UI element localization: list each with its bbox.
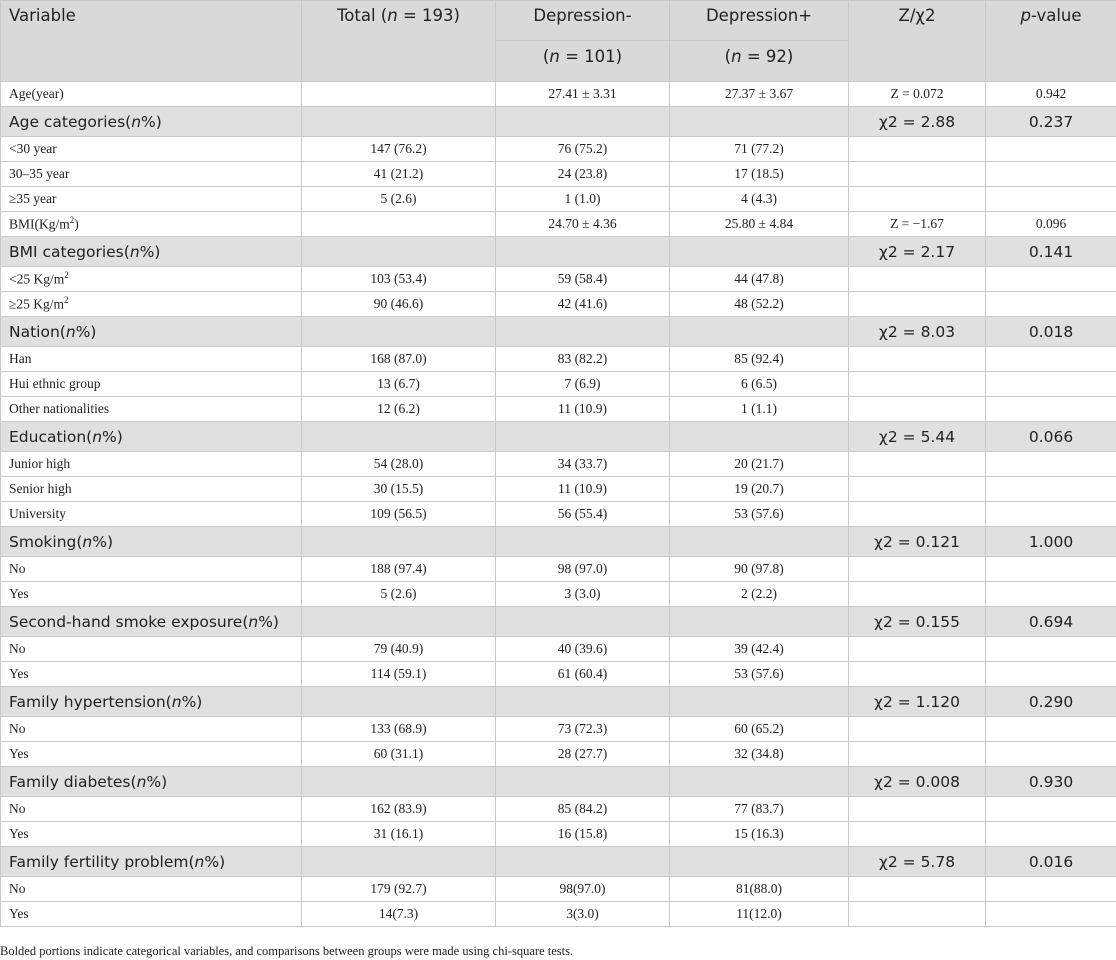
row-label: <25 $Kg/m^2$ (1, 267, 302, 292)
table-row (1, 637, 1116, 662)
cell-pos (670, 107, 849, 137)
cell-stat (849, 877, 986, 902)
cell-total (302, 212, 496, 237)
cell-neg (496, 422, 670, 452)
cell-stat (849, 742, 986, 767)
table-row (1, 137, 1116, 162)
cell-p: 0.096 (986, 212, 1116, 237)
cell-pos (670, 422, 849, 452)
cell-neg: 59 (58.4) (496, 267, 670, 292)
cell-stat: χ2 = 0.121 (849, 527, 986, 557)
cell-stat (849, 452, 986, 477)
row-label: Yes (1, 902, 302, 927)
header-depression-negative: Depression- (496, 1, 670, 41)
cell-p: 0.066 (986, 422, 1116, 452)
cell-p (986, 717, 1116, 742)
cell-neg (496, 317, 670, 347)
cell-p (986, 742, 1116, 767)
cell-stat (849, 187, 986, 212)
table-row (1, 877, 1116, 902)
table-row (1, 187, 1116, 212)
cell-total: 133 (68.9) (302, 717, 496, 742)
cell-p (986, 822, 1116, 847)
cell-stat: χ2 = 5.44 (849, 422, 986, 452)
row-label: No (1, 797, 302, 822)
cell-p: 0.942 (986, 82, 1116, 107)
row-label: Hui ethnic group (1, 372, 302, 397)
cell-stat (849, 822, 986, 847)
cell-pos (670, 687, 849, 717)
cell-total: 5 (2.6) (302, 582, 496, 607)
cell-neg: 76 (75.2) (496, 137, 670, 162)
row-label: University (1, 502, 302, 527)
cell-p (986, 372, 1116, 397)
cell-stat (849, 347, 986, 372)
row-label: Smoking(n%) (1, 527, 302, 557)
cell-stat (849, 137, 986, 162)
cell-neg: 24.70 ± 4.36 (496, 212, 670, 237)
table-row (1, 397, 1116, 422)
cell-stat (849, 502, 986, 527)
cell-stat (849, 477, 986, 502)
row-label: Han (1, 347, 302, 372)
cell-p: 0.018 (986, 317, 1116, 347)
row-label: Yes (1, 582, 302, 607)
cell-total: 90 (46.6) (302, 292, 496, 317)
table-body (1, 82, 1116, 927)
cell-pos: 32 (34.8) (670, 742, 849, 767)
cell-pos: 2 (2.2) (670, 582, 849, 607)
cell-total (302, 527, 496, 557)
cell-total: 5 (2.6) (302, 187, 496, 212)
cell-pos: 85 (92.4) (670, 347, 849, 372)
cell-stat: χ2 = 8.03 (849, 317, 986, 347)
cell-p: 0.141 (986, 237, 1116, 267)
cell-total: 109 (56.5) (302, 502, 496, 527)
cell-total (302, 607, 496, 637)
cell-neg (496, 847, 670, 877)
row-label: Age(year) (1, 82, 302, 107)
cell-neg: 98(97.0) (496, 877, 670, 902)
cell-pos: 19 (20.7) (670, 477, 849, 502)
cell-stat: χ2 = 5.78 (849, 847, 986, 877)
cell-p: 1.000 (986, 527, 1116, 557)
cell-p (986, 662, 1116, 687)
cell-neg: 27.41 ± 3.31 (496, 82, 670, 107)
row-label: Other nationalities (1, 397, 302, 422)
table-row (1, 742, 1116, 767)
cell-stat (849, 662, 986, 687)
cell-total: 168 (87.0) (302, 347, 496, 372)
table-row (1, 717, 1116, 742)
cell-stat: Z = 0.072 (849, 82, 986, 107)
cell-neg: 40 (39.6) (496, 637, 670, 662)
cell-neg: 98 (97.0) (496, 557, 670, 582)
cell-pos (670, 527, 849, 557)
cell-pos: 27.37 ± 3.67 (670, 82, 849, 107)
cell-p (986, 477, 1116, 502)
table-row (1, 797, 1116, 822)
category-row (1, 107, 1116, 137)
cell-stat (849, 797, 986, 822)
row-label: Education(n%) (1, 422, 302, 452)
table-row (1, 822, 1116, 847)
cell-total: 79 (40.9) (302, 637, 496, 662)
cell-neg (496, 107, 670, 137)
table-row (1, 82, 1116, 107)
row-label: BMI categories(n%) (1, 237, 302, 267)
category-row (1, 767, 1116, 797)
row-label: Age categories(n%) (1, 107, 302, 137)
cell-pos: 71 (77.2) (670, 137, 849, 162)
category-row (1, 847, 1116, 877)
cell-neg: 24 (23.8) (496, 162, 670, 187)
cell-p (986, 292, 1116, 317)
row-label: Senior high (1, 477, 302, 502)
cell-pos: 1 (1.1) (670, 397, 849, 422)
cell-p (986, 137, 1116, 162)
cell-neg: 61 (60.4) (496, 662, 670, 687)
cell-stat: χ2 = 0.008 (849, 767, 986, 797)
category-row (1, 422, 1116, 452)
cell-total: 14(7.3) (302, 902, 496, 927)
cell-total: 12 (6.2) (302, 397, 496, 422)
table-row (1, 162, 1116, 187)
row-label: 30–35 year (1, 162, 302, 187)
cell-neg: 34 (33.7) (496, 452, 670, 477)
row-label: Family hypertension(n%) (1, 687, 302, 717)
cell-total: 103 (53.4) (302, 267, 496, 292)
cell-total (302, 317, 496, 347)
cell-total: 54 (28.0) (302, 452, 496, 477)
cell-neg: 11 (10.9) (496, 397, 670, 422)
table-row (1, 452, 1116, 477)
cell-pos: 25.80 ± 4.84 (670, 212, 849, 237)
cell-neg (496, 767, 670, 797)
cell-neg: 7 (6.9) (496, 372, 670, 397)
cell-pos (670, 317, 849, 347)
cell-p: 0.290 (986, 687, 1116, 717)
table-row (1, 557, 1116, 582)
cell-pos: 20 (21.7) (670, 452, 849, 477)
cell-total: 60 (31.1) (302, 742, 496, 767)
cell-total: 41 (21.2) (302, 162, 496, 187)
cell-pos: 81(88.0) (670, 877, 849, 902)
row-label: ≥25 $Kg/m^2$ (1, 292, 302, 317)
cell-total: 179 (92.7) (302, 877, 496, 902)
cell-total: 114 (59.1) (302, 662, 496, 687)
cell-total (302, 687, 496, 717)
cell-p (986, 347, 1116, 372)
row-label: Family diabetes(n%) (1, 767, 302, 797)
cell-p (986, 582, 1116, 607)
cell-total (302, 82, 496, 107)
cell-stat (849, 902, 986, 927)
cell-stat (849, 397, 986, 422)
cell-pos (670, 237, 849, 267)
cell-pos: 11(12.0) (670, 902, 849, 927)
cell-stat: χ2 = 2.17 (849, 237, 986, 267)
cell-pos: 48 (52.2) (670, 292, 849, 317)
cell-pos: 17 (18.5) (670, 162, 849, 187)
cell-total: 162 (83.9) (302, 797, 496, 822)
table-row (1, 212, 1116, 237)
cell-pos: 53 (57.6) (670, 662, 849, 687)
table-footnote: Bolded portions indicate categorical variables, and comparisons between groups were made using chi-square tests. (0, 944, 574, 958)
cell-p (986, 797, 1116, 822)
row-label: No (1, 717, 302, 742)
cell-neg: 85 (84.2) (496, 797, 670, 822)
cell-stat (849, 557, 986, 582)
cell-stat (849, 637, 986, 662)
cell-total (302, 237, 496, 267)
cell-neg: 56 (55.4) (496, 502, 670, 527)
row-label: Yes (1, 742, 302, 767)
cell-p (986, 397, 1116, 422)
header-total: Total (n = 193) (302, 1, 496, 82)
cell-p (986, 187, 1116, 212)
cell-stat: Z = −1.67 (849, 212, 986, 237)
table-row (1, 347, 1116, 372)
cell-stat: χ2 = 0.155 (849, 607, 986, 637)
cell-p (986, 452, 1116, 477)
cell-neg (496, 607, 670, 637)
row-label: Junior high (1, 452, 302, 477)
cell-pos (670, 767, 849, 797)
table-row (1, 502, 1116, 527)
cell-p: 0.237 (986, 107, 1116, 137)
table-row (1, 582, 1116, 607)
header-depression-negative-n: (n = 101) (496, 41, 670, 82)
cell-neg: 42 (41.6) (496, 292, 670, 317)
row-label: <30 year (1, 137, 302, 162)
cell-p (986, 637, 1116, 662)
cell-p (986, 267, 1116, 292)
cell-pos: 44 (47.8) (670, 267, 849, 292)
cell-stat (849, 372, 986, 397)
cell-p (986, 877, 1116, 902)
cell-stat: χ2 = 2.88 (849, 107, 986, 137)
cell-neg (496, 687, 670, 717)
table-row (1, 902, 1116, 927)
cell-neg: 3 (3.0) (496, 582, 670, 607)
cell-pos: 60 (65.2) (670, 717, 849, 742)
cell-total (302, 107, 496, 137)
cell-neg: 83 (82.2) (496, 347, 670, 372)
category-row (1, 317, 1116, 347)
cell-neg: 73 (72.3) (496, 717, 670, 742)
category-row (1, 237, 1116, 267)
cell-total: 188 (97.4) (302, 557, 496, 582)
cell-neg: 3(3.0) (496, 902, 670, 927)
row-label: Second-hand smoke exposure(n%) (1, 607, 302, 637)
cell-stat (849, 162, 986, 187)
row-label: No (1, 877, 302, 902)
row-label: Nation(n%) (1, 317, 302, 347)
table-row (1, 372, 1116, 397)
cell-stat (849, 267, 986, 292)
cell-pos: 6 (6.5) (670, 372, 849, 397)
cell-pos: 15 (16.3) (670, 822, 849, 847)
cell-stat: χ2 = 1.120 (849, 687, 986, 717)
cell-stat (849, 717, 986, 742)
row-label: Yes (1, 822, 302, 847)
cell-pos (670, 847, 849, 877)
cell-p: 0.930 (986, 767, 1116, 797)
cell-p: 0.016 (986, 847, 1116, 877)
cell-p (986, 557, 1116, 582)
cell-pos (670, 607, 849, 637)
table-row (1, 662, 1116, 687)
cell-pos: 77 (83.7) (670, 797, 849, 822)
cell-pos: 4 (4.3) (670, 187, 849, 212)
header-depression-positive: Depression+ (670, 1, 849, 41)
cell-total: 31 (16.1) (302, 822, 496, 847)
cell-total: 13 (6.7) (302, 372, 496, 397)
table-row (1, 477, 1116, 502)
cell-total: 30 (15.5) (302, 477, 496, 502)
row-label: Yes (1, 662, 302, 687)
cell-pos: 39 (42.4) (670, 637, 849, 662)
cell-pos: 90 (97.8) (670, 557, 849, 582)
cell-neg: 28 (27.7) (496, 742, 670, 767)
cell-p (986, 502, 1116, 527)
cell-neg (496, 237, 670, 267)
cell-pos: 53 (57.6) (670, 502, 849, 527)
cell-total: 147 (76.2) (302, 137, 496, 162)
cell-neg: 11 (10.9) (496, 477, 670, 502)
header-depression-positive-n: (n = 92) (670, 41, 849, 82)
cell-p (986, 902, 1116, 927)
row-label: $BMI(Kg/m^2)$ (1, 212, 302, 237)
cell-stat (849, 292, 986, 317)
row-label: No (1, 637, 302, 662)
category-row (1, 687, 1116, 717)
row-label: No (1, 557, 302, 582)
cell-total (302, 847, 496, 877)
row-label: ≥35 year (1, 187, 302, 212)
cell-neg: 1 (1.0) (496, 187, 670, 212)
cell-neg: 16 (15.8) (496, 822, 670, 847)
cell-total (302, 767, 496, 797)
cell-p: 0.694 (986, 607, 1116, 637)
cell-p (986, 162, 1116, 187)
cell-neg (496, 527, 670, 557)
category-row (1, 527, 1116, 557)
table-row (1, 292, 1116, 317)
header-statistic: Z/χ2 (849, 1, 986, 82)
table-row (1, 267, 1116, 292)
cell-total (302, 422, 496, 452)
row-label: Family fertility problem(n%) (1, 847, 302, 877)
header-p-value: p-value (986, 1, 1116, 82)
category-row (1, 607, 1116, 637)
header-variable: Variable (1, 1, 302, 82)
cell-stat (849, 582, 986, 607)
